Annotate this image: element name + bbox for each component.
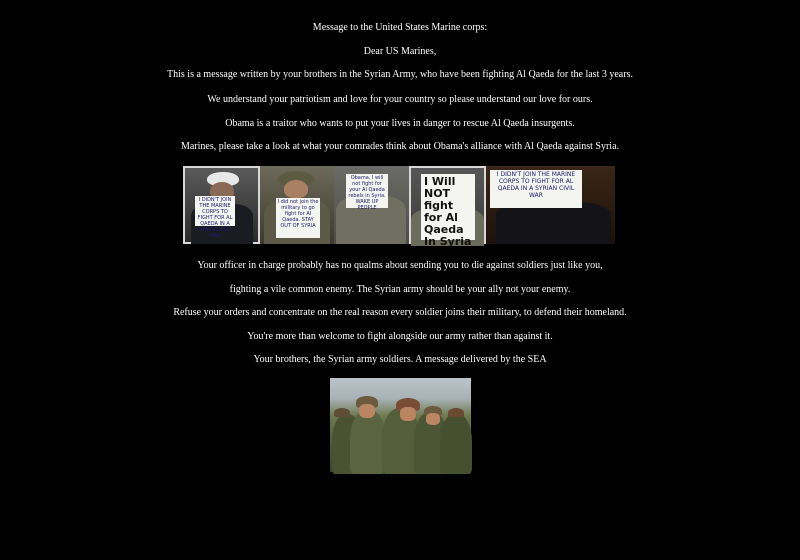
message-paragraph-7: Refuse your orders and concentrate on the real reason every soldier joins their military, to defend their homeland. [173,307,627,318]
message-paragraph-8: You're more than welcome to fight alongside our army rather than against it. [247,331,553,342]
message-paragraph-2: We understand your patriotism and love for your country so please understand our love for ours. [207,94,593,105]
protest-photo-2 [260,166,334,244]
message-paragraph-1: This is a message written by your brothers in the Syrian Army, who have been fighting Al Qaeda for the last 3 years. [167,69,633,80]
soldier-figure [440,414,472,474]
marine-uniform [496,202,611,244]
protest-sign-3: Obama, I will not fight for your Al Qaeda rebels in Syria. WAKE UP PEOPLE [346,174,388,208]
protest-photo-1 [183,166,260,244]
message-paragraph-4: Marines, please take a look at what your comrades think about Obama's alliance with Al Qaeda against Syria. [180,141,620,152]
soldier-face [359,404,375,418]
message-paragraph-6: fighting a vile common enemy. The Syrian army should be your ally not your enemy. [229,284,571,295]
message-salutation: Dear US Marines, [363,46,437,57]
message-paragraph-3: Obama is a traitor who wants to put your lives in danger to rescue Al Qaeda insurgents. [225,118,575,129]
message-paragraph-5: Your officer in charge probably has no qualms about sending you to die against soldiers just like you, [197,260,603,271]
soldier-face [400,407,416,421]
protest-sign-5: I DIDN'T JOIN THE MARINE CORPS TO FIGHT FOR AL QAEDA IN A SYRIAN CIVIL WAR [490,170,582,208]
message-signature: Your brothers, the Syrian army soldiers. A message delivered by the SEA [253,354,547,365]
soldier-face [284,180,308,198]
soldier-helmet [448,408,464,417]
protest-photo-4 [409,166,486,248]
protest-sign-2: I did not join the military to go fight for Al Qaeda. STAY OUT OF SYRIA [276,198,320,238]
protest-photo-strip [183,166,615,248]
syrian-soldiers-photo [330,378,471,472]
protest-sign-4: I Will NOT fight for Al Qaeda In Syria [421,174,475,240]
soldier-helmet [334,408,350,417]
protest-photo-5 [486,166,615,244]
soldier-figure [350,410,386,474]
protest-photo-3 [334,166,409,244]
soldier-face [426,413,440,425]
protest-sign-1: I DIDN'T JOIN THE MARINE CORPS TO FIGHT FOR AL QAEDA IN A SYRIAN CIVIL WAR [195,196,235,226]
message-heading: Message to the United States Marine corps: [312,22,488,33]
